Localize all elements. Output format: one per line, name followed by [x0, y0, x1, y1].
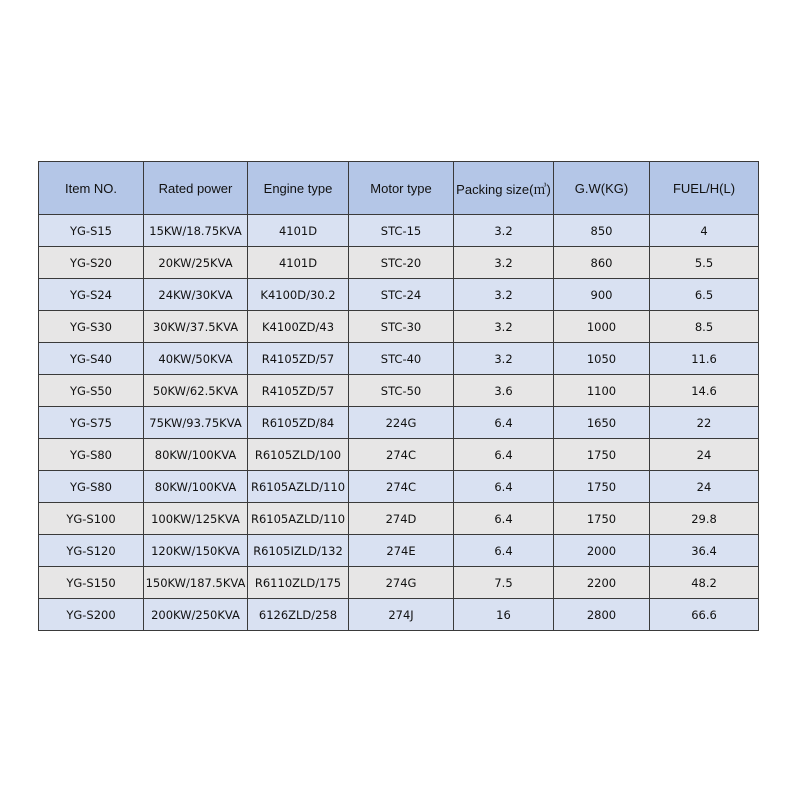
table-row [39, 407, 759, 439]
table-row [39, 471, 759, 503]
cell-packing-size: 3.2 [454, 343, 554, 375]
table-row [39, 375, 759, 407]
cell-gross-weight: 1000 [554, 311, 650, 343]
cell-rated-power: 40KW/50KVA [144, 343, 248, 375]
cell-motor-type: 274G [349, 567, 454, 599]
cell-packing-size: 6.4 [454, 471, 554, 503]
header-fuel-per-hour: FUEL/H(L) [650, 162, 759, 215]
cell-fuel-per-hour: 5.5 [650, 247, 759, 279]
cell-gross-weight: 900 [554, 279, 650, 311]
cell-gross-weight: 1750 [554, 503, 650, 535]
header-rated-power: Rated power [144, 162, 248, 215]
cell-packing-size: 3.6 [454, 375, 554, 407]
cell-engine-type: K4100D/30.2 [248, 279, 349, 311]
cell-gross-weight: 1750 [554, 471, 650, 503]
table-body [39, 215, 759, 631]
table-row [39, 215, 759, 247]
cell-engine-type: R6105AZLD/110 [248, 503, 349, 535]
cell-gross-weight: 1100 [554, 375, 650, 407]
cell-motor-type: 274J [349, 599, 454, 631]
table-row [39, 503, 759, 535]
table-header-row [39, 162, 759, 215]
cell-item-no: YG-S40 [39, 343, 144, 375]
cell-gross-weight: 1750 [554, 439, 650, 471]
cell-motor-type: STC-30 [349, 311, 454, 343]
cell-engine-type: R6105AZLD/110 [248, 471, 349, 503]
cell-packing-size: 6.4 [454, 439, 554, 471]
cell-rated-power: 50KW/62.5KVA [144, 375, 248, 407]
header-gross-weight: G.W(KG) [554, 162, 650, 215]
cell-rated-power: 30KW/37.5KVA [144, 311, 248, 343]
cell-packing-size: 6.4 [454, 407, 554, 439]
cell-motor-type: 274E [349, 535, 454, 567]
cell-fuel-per-hour: 29.8 [650, 503, 759, 535]
cell-packing-size: 3.2 [454, 247, 554, 279]
cell-rated-power: 150KW/187.5KVA [144, 567, 248, 599]
cell-engine-type: 4101D [248, 247, 349, 279]
cell-motor-type: 224G [349, 407, 454, 439]
cell-engine-type: K4100ZD/43 [248, 311, 349, 343]
header-packing-size: Packing size(㎥) [454, 162, 554, 215]
cell-rated-power: 80KW/100KVA [144, 471, 248, 503]
cell-gross-weight: 1650 [554, 407, 650, 439]
cell-rated-power: 24KW/30KVA [144, 279, 248, 311]
cell-motor-type: STC-15 [349, 215, 454, 247]
cell-item-no: YG-S120 [39, 535, 144, 567]
cell-rated-power: 15KW/18.75KVA [144, 215, 248, 247]
table-row [39, 279, 759, 311]
cell-fuel-per-hour: 4 [650, 215, 759, 247]
header-motor-type: Motor type [349, 162, 454, 215]
header-item-no: Item NO. [39, 162, 144, 215]
cell-motor-type: 274D [349, 503, 454, 535]
cell-rated-power: 20KW/25KVA [144, 247, 248, 279]
cell-gross-weight: 1050 [554, 343, 650, 375]
cell-engine-type: R6110ZLD/175 [248, 567, 349, 599]
cell-gross-weight: 2200 [554, 567, 650, 599]
cell-fuel-per-hour: 36.4 [650, 535, 759, 567]
cell-fuel-per-hour: 24 [650, 471, 759, 503]
cell-rated-power: 120KW/150KVA [144, 535, 248, 567]
spec-table [38, 161, 759, 631]
cell-engine-type: 6126ZLD/258 [248, 599, 349, 631]
cell-packing-size: 7.5 [454, 567, 554, 599]
cell-motor-type: STC-24 [349, 279, 454, 311]
cell-item-no: YG-S80 [39, 439, 144, 471]
cell-rated-power: 100KW/125KVA [144, 503, 248, 535]
table-row [39, 247, 759, 279]
cell-packing-size: 3.2 [454, 215, 554, 247]
cell-item-no: YG-S50 [39, 375, 144, 407]
cell-packing-size: 6.4 [454, 503, 554, 535]
cell-fuel-per-hour: 8.5 [650, 311, 759, 343]
cell-motor-type: STC-40 [349, 343, 454, 375]
cell-engine-type: 4101D [248, 215, 349, 247]
table-row [39, 311, 759, 343]
cell-engine-type: R6105ZD/84 [248, 407, 349, 439]
cell-item-no: YG-S24 [39, 279, 144, 311]
cell-engine-type: R6105IZLD/132 [248, 535, 349, 567]
cell-engine-type: R4105ZD/57 [248, 375, 349, 407]
cell-fuel-per-hour: 11.6 [650, 343, 759, 375]
table-row [39, 343, 759, 375]
cell-gross-weight: 2800 [554, 599, 650, 631]
cell-item-no: YG-S20 [39, 247, 144, 279]
cell-motor-type: STC-20 [349, 247, 454, 279]
cell-fuel-per-hour: 22 [650, 407, 759, 439]
cell-item-no: YG-S200 [39, 599, 144, 631]
cell-motor-type: 274C [349, 471, 454, 503]
cell-rated-power: 75KW/93.75KVA [144, 407, 248, 439]
cell-motor-type: STC-50 [349, 375, 454, 407]
cell-engine-type: R6105ZLD/100 [248, 439, 349, 471]
cell-item-no: YG-S100 [39, 503, 144, 535]
cell-rated-power: 80KW/100KVA [144, 439, 248, 471]
cell-fuel-per-hour: 48.2 [650, 567, 759, 599]
table-row [39, 599, 759, 631]
cell-packing-size: 6.4 [454, 535, 554, 567]
cell-item-no: YG-S80 [39, 471, 144, 503]
cell-fuel-per-hour: 14.6 [650, 375, 759, 407]
cell-item-no: YG-S15 [39, 215, 144, 247]
cell-packing-size: 16 [454, 599, 554, 631]
table-row [39, 535, 759, 567]
cell-item-no: YG-S150 [39, 567, 144, 599]
cell-fuel-per-hour: 24 [650, 439, 759, 471]
cell-engine-type: R4105ZD/57 [248, 343, 349, 375]
cell-gross-weight: 850 [554, 215, 650, 247]
table-row [39, 567, 759, 599]
cell-packing-size: 3.2 [454, 279, 554, 311]
table-row [39, 439, 759, 471]
cell-rated-power: 200KW/250KVA [144, 599, 248, 631]
cell-gross-weight: 860 [554, 247, 650, 279]
cell-fuel-per-hour: 6.5 [650, 279, 759, 311]
header-engine-type: Engine type [248, 162, 349, 215]
cell-fuel-per-hour: 66.6 [650, 599, 759, 631]
cell-gross-weight: 2000 [554, 535, 650, 567]
cell-packing-size: 3.2 [454, 311, 554, 343]
cell-item-no: YG-S75 [39, 407, 144, 439]
cell-motor-type: 274C [349, 439, 454, 471]
cell-item-no: YG-S30 [39, 311, 144, 343]
